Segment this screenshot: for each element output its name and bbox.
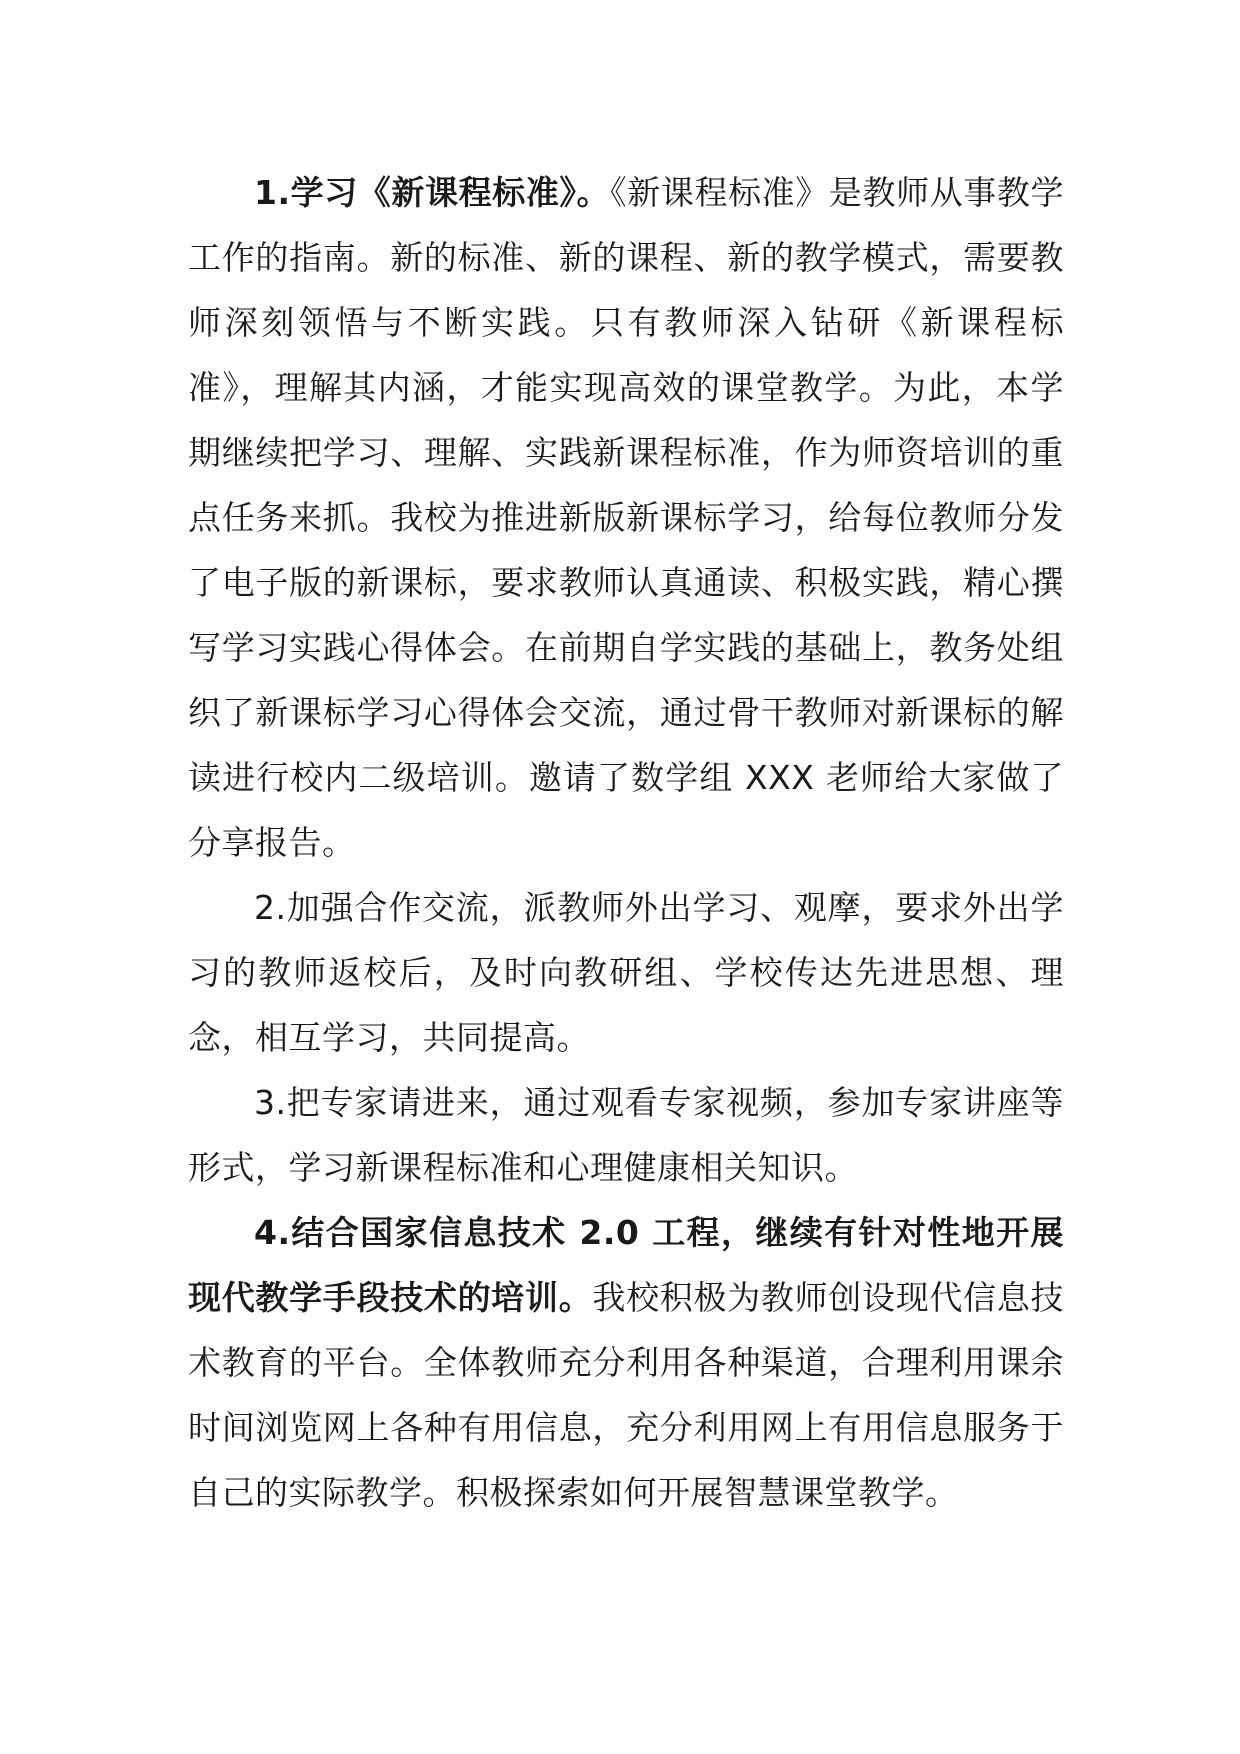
- paragraph-body: 3.把专家请进来，通过观看专家视频，参加专家讲座等形式，学习新课程标准和心理健康相关知识。: [188, 1083, 1064, 1187]
- document-page: [188, 160, 1064, 1525]
- paragraph-heading: 4.结合国家信息技术 2.0 工程，继续有针对性地开展现代教学手段技术的培训。: [188, 1213, 1064, 1317]
- paragraph-information-technology-training: [188, 1200, 1064, 1525]
- paragraph-cooperation-exchange: [188, 875, 1064, 1070]
- paragraph-body: 《新课程标准》是教师从事教学工作的指南。新的标准、新的课程、新的教学模式，需要教师深刻领悟与不断实践。只有教师深入钻研《新课程标准》，理解其内涵，才能实现高效的课堂教学。为此，本学期继续把学习、理解、实践新课程标准，作为师资培训的重点任务来抓。我校为推进新版新课标学习，给每位教师分发了电子版的新课标，要求教师认真通读、积极实践，精心撰写学习实践心得体会。在前期自学实践的基础上，教务处组织了新课标学习心得体会交流，通过骨干教师对新课标的解读进行校内二级培训。邀请了数学组 XXX 老师给大家做了分享报告。: [188, 173, 1065, 862]
- paragraph-body: 2.加强合作交流，派教师外出学习、观摩，要求外出学习的教师返校后，及时向教研组、学校传达先进思想、理念，相互学习，共同提高。: [188, 888, 1064, 1057]
- paragraph-study-curriculum-standard: [188, 160, 1064, 875]
- paragraph-invite-experts: [188, 1070, 1064, 1200]
- paragraph-heading: 1.学习《新课程标准》。: [254, 173, 611, 212]
- paragraph-body: 我校积极为教师创设现代信息技术教育的平台。全体教师充分利用各种渠道，合理利用课余时间浏览网上各种有用信息，充分利用网上有用信息服务于自己的实际教学。积极探索如何开展智慧课堂教学。: [188, 1278, 1065, 1512]
